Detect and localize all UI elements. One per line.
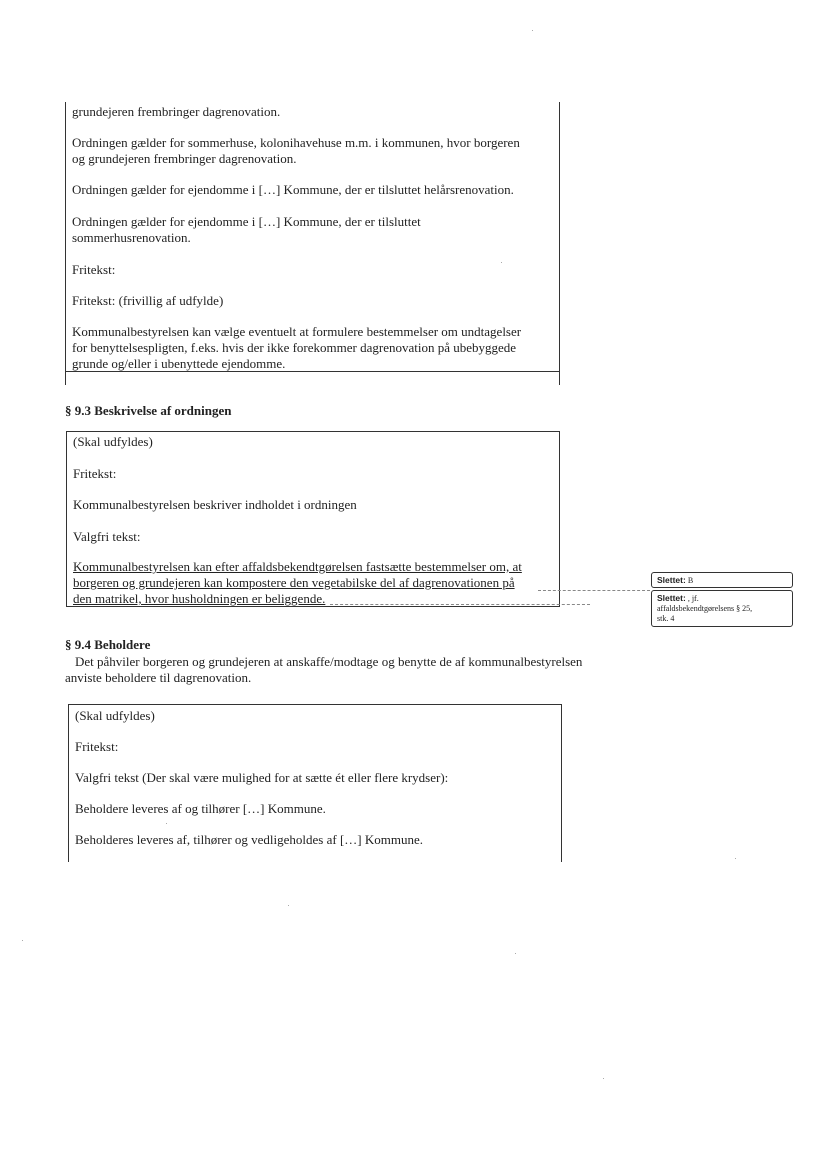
paragraph-line: Ordningen gælder for ejendomme i […] Kommune, der er tilsluttet (72, 214, 421, 229)
scan-speck (501, 262, 502, 263)
section-heading-9-3: § 9.3 Beskrivelse af ordningen (65, 403, 232, 418)
fritekst-label: Fritekst: (73, 466, 117, 481)
paragraph-line: Kommunalbestyrelsen beskriver indholdet i ordningen (73, 497, 357, 512)
box-right-border (559, 102, 560, 385)
comment-text: , jf. (685, 594, 699, 603)
comment-leader-line (330, 604, 590, 605)
fritekst-label: Fritekst: (72, 262, 116, 277)
scan-speck (288, 905, 289, 906)
scan-speck (735, 858, 736, 859)
scan-speck (603, 1078, 604, 1079)
comment-leader-line (538, 590, 650, 591)
intro-line: anviste beholdere til dagrenovation. (65, 670, 252, 685)
paragraph-line: Ordningen gælder for ejendomme i […] Kommune, der er tilsluttet helårsrenovation. (72, 182, 514, 197)
fritekst-optional-label: Fritekst: (frivillig af udfylde) (72, 293, 224, 308)
box-right-border (561, 704, 562, 862)
paragraph-line: grundejeren frembringer dagrenovation. (72, 104, 281, 119)
required-label: (Skal udfyldes) (73, 434, 153, 449)
comment-text: stk. 4 (657, 614, 675, 623)
paragraph-line: sommerhusrenovation. (72, 230, 191, 245)
paragraph-line: og grundejeren frembringer dagrenovation. (72, 151, 297, 166)
box-top-border (68, 704, 562, 705)
inserted-text-line: den matrikel, hvor husholdningen er beliggende. (73, 591, 326, 606)
scan-speck (532, 30, 533, 31)
paragraph-line: for benyttelsespligten, f.eks. hvis der ikke forekommer dagrenovation på ubebyggede (72, 340, 517, 355)
inserted-text-line: Kommunalbestyrelsen kan efter affaldsbekendtgørelsen fastsætte bestemmelser om, at (73, 559, 522, 574)
inserted-text-line: borgeren og grundejeren kan kompostere den vegetabilske del af dagrenovationen på (73, 575, 515, 590)
paragraph-line: Kommunalbestyrelsen kan vælge eventuelt at formulere bestemmelser om undtagelser (72, 324, 522, 339)
paragraph-line: Beholdere leveres af og tilhører […] Kommune. (75, 801, 326, 816)
paragraph-line: Ordningen gælder for sommerhuse, kolonihavehuse m.m. i kommunen, hvor borgeren (72, 135, 520, 150)
valgfri-label: Valgfri tekst: (73, 529, 141, 544)
scan-speck (166, 823, 167, 824)
paragraph-line: Beholderes leveres af, tilhører og vedligeholdes af […] Kommune. (75, 832, 423, 847)
box-left-border (68, 704, 69, 862)
valgfri-label: Valgfri tekst (Der skal være mulighed for at sætte ét eller flere krydser): (75, 770, 449, 785)
box-left-border (65, 102, 66, 385)
scan-speck (22, 940, 23, 941)
scan-speck (515, 953, 516, 954)
deletion-comment[interactable] (651, 572, 793, 588)
comment-label: Slettet: (657, 593, 686, 603)
comment-text: affaldsbekendtgørelsens § 25, (657, 604, 753, 613)
deletion-comment[interactable] (651, 590, 793, 627)
comment-text: B (685, 576, 694, 585)
comment-label: Slettet: (657, 575, 686, 585)
required-label: (Skal udfyldes) (75, 708, 155, 723)
intro-line: Det påhviler borgeren og grundejeren at anskaffe/modtage og benytte de af kommunalbestyrelsen (75, 654, 583, 669)
fritekst-label: Fritekst: (75, 739, 119, 754)
paragraph-line: grunde og/eller i ubenyttede ejendomme. (72, 356, 286, 371)
section-heading-9-4: § 9.4 Beholdere (65, 637, 151, 652)
